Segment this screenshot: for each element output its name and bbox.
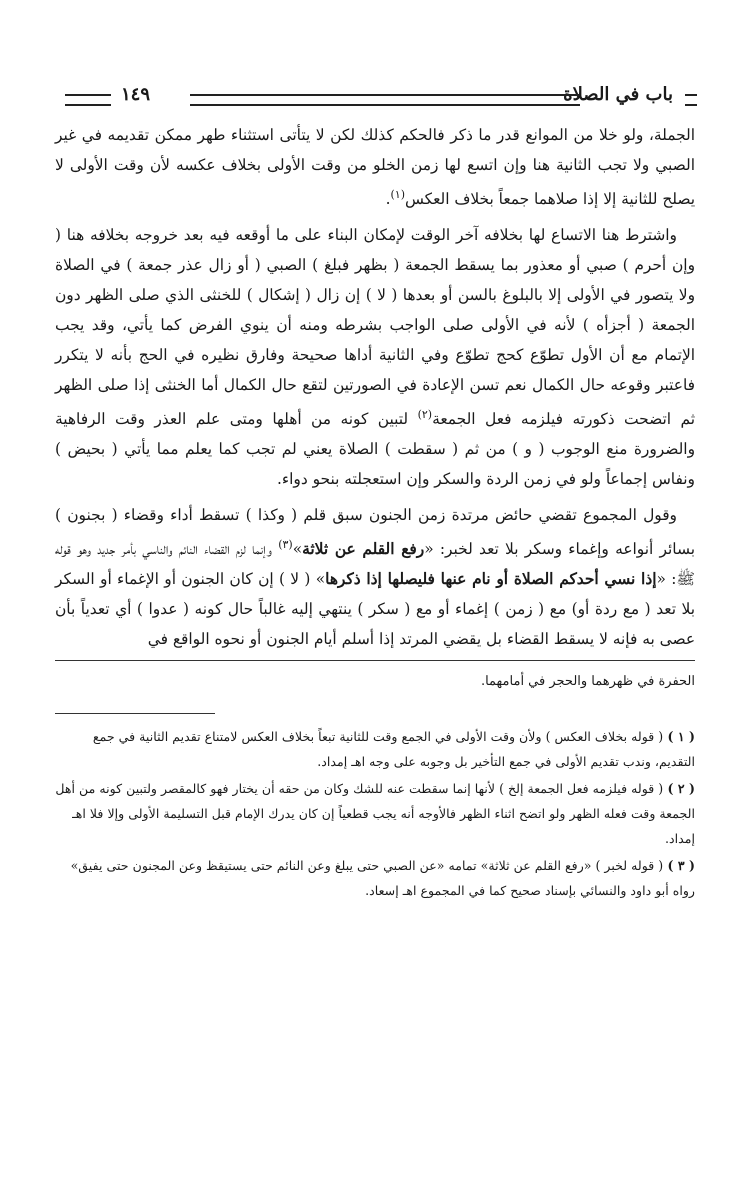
text-run: وقول المجموع تقضي حائض مرتدة زمن الجنون سبق قلم ( وكذا ) تسقط أداء وقضاء ( بجنون ) بسائر أنواعه وإغماء وسكر بلا تعد لخبر: « xyxy=(55,506,696,559)
footnote-number: ( ٢ ) xyxy=(663,781,695,797)
footnote-number: ( ١ ) xyxy=(663,729,695,745)
header-rule-left xyxy=(65,94,111,106)
paragraph xyxy=(55,120,695,214)
footnote-text: ( قوله لخبر ) «رفع القلم عن ثلاثة» تمامه «عن الصبي حتى يبلغ وعن النائم حتى يستيقظ وعن المجنون حتى يفيق» رواه أبو داود والنسائي بإسناد صحيح كما في المجموع اهـ إسعاد. xyxy=(70,858,695,899)
footnote-ref: (١) xyxy=(390,188,405,201)
page-number: ١٤٩ xyxy=(121,84,151,105)
footnote-text: ( قوله بخلاف العكس ) ولأن وقت الأولى في الجمع وقت للثانية تبعاً بخلاف العكس لامتناع تقديم الثانية في جمع التقديم، وندب تقديم الأولى في جمع التأخير بل وجوبه على وجه اهـ إمداد. xyxy=(92,729,695,770)
footnotes-rule xyxy=(55,713,215,714)
text-run: واشترط هنا الاتساع لها بخلافه آخر الوقت لإمكان البناء على ما أوقعه فيه بعد خروجه بخلافه هنا ( وإن أحرم ) صبي أو معذور بما يسقط الجمعة ( بظهر فبلغ ) الصبي ( أو زال عذر جمعة ) في الصلاة ولا يتصور في الأولى إلا بالبلوغ بالسن أو بعدها ( لا ) إن زال ( إشكال ) للخنثى الذي صلى الظهر دون الجمعة ( أجزأه ) لأنه في الأولى صلى الواجب بشرطه ومنه أن ينوي الفرض كما يأتي، وقد يجب الإتمام مع أن الأول تطوّع كحج تطوّع وفي الثانية أداها صحيحة وفارق نظيره في الحج بأنه لا يتكرر فاعتبر وقوعه حال الكمال نعم تسن الإعادة في الصورتين لتقع حال الكمال أما الخنثى إذا صلى الظهر ثم اتضحت ذكورته فيلزمه فعل الجمعة xyxy=(55,226,695,429)
hadith-quote: إذا نسي أحدكم الصلاة أو نام عنها فليصلها إذا ذكرها xyxy=(325,570,657,589)
text-run: . xyxy=(385,190,391,209)
paragraph xyxy=(55,220,695,494)
text-run: وإنما لزم القضاء النائم والناسي بأمر جديد وهو قوله ﷺ: « xyxy=(55,540,695,589)
footnote xyxy=(55,724,695,774)
footnote-text: ( قوله فيلزمه فعل الجمعة إلخ ) لأنها إنما سقطت عنه للشك وكان من حقه أن يختار فهو كالمقصر ولتبين كونه من أهل الجمعة وقت فعله الظهر ولو اتضح اثناء الظهر فالأوجه أنه يجب قطعياً إن كان يدرك الإمام قبل التسليمة الأولى وإلا فلا اهـ إمداد. xyxy=(55,781,695,847)
text-run: لتبين كونه من أهلها ومتى علم العذر وقت الرفاهية والضرورة منع الوجوب ( و ) من ثم ( سقطت ) الصلاة يعني لم تجب كما يعلم مما يأتي ( بحيض ) ونفاس إجماعاً ولو في زمن الردة والسكر وإن استعجلته بنحو دواء. xyxy=(55,410,695,489)
footnote-separator-rule xyxy=(55,660,695,661)
chapter-title: باب في الصلاة xyxy=(563,84,673,105)
running-header xyxy=(55,82,695,114)
footnote xyxy=(55,853,695,903)
text-run: » ( لا ) إن كان الجنون أو الإغماء أو السكر بلا تعد ( مع ردة أو) مع ( زمن ) إغماء أو مع ( سكر ) ينتهي إليه غالباً حال كونه ( عدوا ) أي تعدياً بأن عصى به فإنه لا يسقط القضاء بل يقضي المرتد إذا أسلم أيام الجنون أو نحوه الواقع في xyxy=(55,570,695,649)
hadith-quote: رفع القلم عن ثلاثة xyxy=(302,540,425,559)
main-text xyxy=(55,120,695,654)
footnote-ref: (٣) xyxy=(278,538,293,552)
book-page xyxy=(55,82,695,905)
footnote xyxy=(55,776,695,851)
text-run: » xyxy=(292,540,303,559)
header-rule-middle xyxy=(190,94,580,106)
carryover-note: الحفرة في ظهرهما والحجر في أمامهما. xyxy=(480,674,695,690)
header-rule-right xyxy=(685,94,697,106)
text-run: الجملة، ولو خلا من الموانع قدر ما ذكر فالحكم كذلك لكن لا يتأتى استثناء طهر ممكن تقديمه في غير الصبي ولا تجب الثانية هنا وإن اتسع لها زمن الخلو من وقت الأولى بخلاف عكسه لأن وقت الأولى لا يصلح للثانية إلا إذا صلاهما جمعاً بخلاف العكس xyxy=(55,126,695,209)
paragraph xyxy=(55,500,695,654)
footnote-ref: (٢) xyxy=(417,408,433,422)
footnote-number: ( ٣ ) xyxy=(663,858,695,874)
footnotes xyxy=(55,724,695,903)
